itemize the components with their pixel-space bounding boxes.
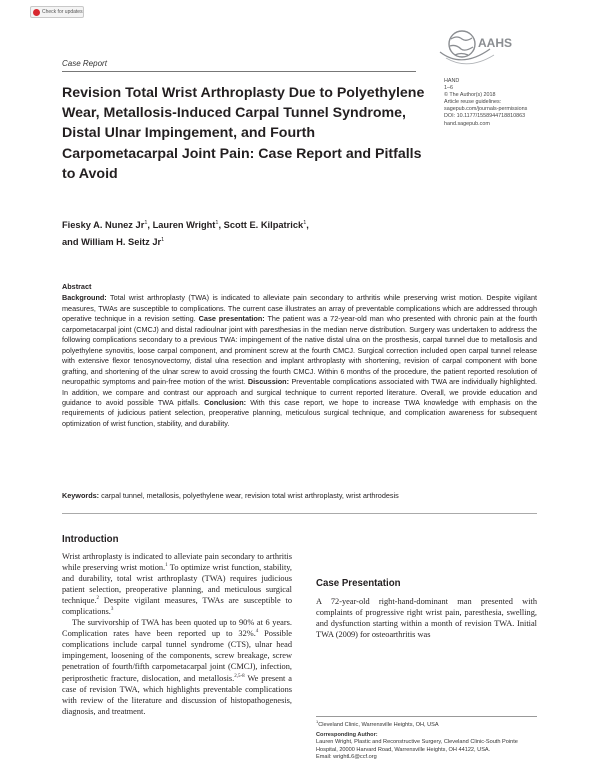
check-for-updates-badge[interactable] (30, 6, 84, 18)
author-affiliation: 1 (161, 237, 165, 244)
doi[interactable]: DOI: 10.1177/1558944718810863 (444, 113, 526, 120)
left-column (62, 533, 292, 717)
article-title: Revision Total Wrist Arthroplasty Due to Polyethylene Wear, Metallosis-Induced Carpal Tunnel Syndrome, Distal Ulnar Impingement, and Fourth Carpometacarpal Joint Pain: Case Report and Pitfalls to Avoid (62, 85, 425, 182)
corresponding-author (316, 732, 537, 761)
citation-ref[interactable]: 1 (165, 563, 168, 569)
journal-meta (444, 78, 574, 128)
abstract (62, 282, 537, 429)
right-column (316, 577, 537, 640)
abstract-case-label: Case presentation: (198, 314, 265, 324)
affiliation-footnote: $^1$Cleveland Clinic, Warrensville Heights, OH, USA (316, 719, 439, 728)
abstract-background-label: Background: (62, 293, 107, 303)
journal-site[interactable]: hand.sagepub.com (444, 120, 490, 127)
author-affiliation: 1 (303, 220, 307, 226)
copyright: © The Author(s) 2018 (444, 92, 496, 99)
case-paragraph-1: A 72-year-old right-hand-dominant man presented with complaints of progressive right wrist pain, paresthesia, swelling, and dysfunction starting within a month of revision TWA. Initial TWA (2009) for osteoarthritis was (316, 597, 537, 640)
abstract-background: Total wrist arthroplasty (TWA) is indicated to alleviate pain secondary to arthritis while preserving wrist motion. Despite vigilant measures, TWAs are susceptible to complications. The current case illustrates an array of preventable complications which are addressed through operative technique in a revision setting. (62, 293, 537, 324)
author-affiliation: 1 (144, 220, 148, 226)
intro-paragraph-2: The survivorship of TWA has been quoted up to 90% at 6 years. Complication rates have been reported up to 32%.$^4$ Possible complications include carpal tunnel syndrome (CTS), ulnar head impingement, loosening of the components, screw breakage, screw penetration of fourth/fifth carpometacarpal joint (CMCJ), infection, periprosthetic fracture, dislocation, and metallosis.$^{2,5-8}$ We present a case of revision TWA, which highlights preventable complications with review of the literature and discussion of histopathogenesis, diagnosis, and treatment. (62, 618, 292, 716)
globe-logo-icon (432, 25, 532, 71)
abstract-discussion-label: Discussion: (247, 377, 290, 387)
author-name[interactable]: Fiesky A. Nunez Jr (62, 220, 145, 231)
keywords (62, 491, 537, 501)
check-updates-label: Check for updates (42, 9, 83, 15)
intro-paragraph-1: Wrist arthroplasty is indicated to alleviate pain secondary to arthritis while preserving wrist motion.$^1$ To optimize wrist function, stability, and durability, total wrist arthroplasty (TWA) requires judicious patient selection, preoperative planning, and meticulous surgical technique.$^2$ Despite vigilant measures, TWAs are susceptible to complications.$^3$ (62, 552, 292, 617)
author-affiliation: 1 (215, 220, 219, 226)
header-divider (62, 71, 416, 72)
footnotes (316, 718, 537, 761)
logo-text: AAHS (478, 36, 513, 50)
footnote-divider (316, 716, 537, 717)
abstract-case: The patient was a 72-year-old man who presented with chronic pain at the fourth carpometacarpal joint (CMCJ) and distal radioulnar joint with paresthesias in the median nerve distribution. Surgery was undertaken to address the following complications secondary to a previous TWA: impingement of the native distal ulna on the prosthesis, carpal tunnel due to metallosis and polyethylene synovitis, loose carpal component, and prominent screw at the fourth CMCJ. Surgical correction included open carpal tunnel release with extensive flexor tenosynovectomy, distal ulna resection and implant arthroplasty with shortening, revision of carpal component with bone grafting, and shortening of the ulnar screw to avoid crossing the fourth CMCJ. Within 6 months of the procedure, the patient reported resolution of neuropathic symptoms and pain-free motion of the wrist. (62, 314, 538, 387)
author-name[interactable]: William H. Seitz Jr (81, 237, 162, 248)
corresponding-author-label: Corresponding Author: (316, 732, 378, 739)
author-list: Fiesky A. Nunez Jr$^1$, Lauren Wright$^1$, Scott E. Kilpatrick$^1$, and William H. Seitz Jr$^1$ (62, 220, 309, 248)
abstract-conclusion-label: Conclusion: (204, 397, 247, 407)
case-presentation-heading: Case Presentation (316, 578, 401, 589)
corresponding-author-address: Lauren Wright, Plastic and Reconstructive Surgery, Cleveland Clinic-South Pointe Hospital, 20000 Harvard Road, Warrensville Heights, OH 44122, USA. (316, 739, 518, 753)
journal-pages: 1–6 (444, 85, 453, 92)
corresponding-author-email[interactable]: Email: wrightL6@ccf.org (316, 754, 377, 761)
abstract-discussion: Preventable complications associated with TWA are individually highlighted. In addition, we compare and contrast our approach and surgical technique to current reported literature. Overall, we provide education and guidance to avoid possible TWA pitfalls. (62, 377, 537, 407)
reuse-label: Article reuse guidelines: (444, 99, 502, 106)
citation-ref[interactable]: 4 (255, 629, 259, 635)
article-type: Case Report (62, 59, 107, 68)
keywords-text: carpal tunnel, metallosis, polyethylene wear, revision total wrist arthroplasty, wrist arthrodesis (101, 491, 399, 500)
author-name[interactable]: Scott E. Kilpatrick (223, 220, 304, 231)
citation-ref[interactable]: 3 (110, 607, 114, 613)
keywords-label: Keywords: (62, 491, 100, 500)
citation-ref[interactable]: 2,5-8 (234, 673, 245, 679)
citation-ref[interactable]: 2 (96, 596, 100, 602)
abstract-body (62, 293, 537, 429)
journal-logo (432, 25, 532, 71)
intro-heading: Introduction (62, 534, 119, 545)
journal-name: HAND (444, 78, 460, 84)
abstract-heading: Abstract (62, 282, 92, 291)
permissions-link[interactable]: sagepub.com/journals-permissions (444, 106, 528, 113)
abstract-divider (62, 513, 537, 514)
check-updates-icon (33, 9, 40, 16)
author-name[interactable]: Lauren Wright (152, 220, 216, 231)
abstract-conclusion: With this case report, we hope to increase TWA knowledge with emphasis on the requirements of judicious patient selection, preoperative planning, meticulous surgical technique, and complication awareness for subsequent optimization of wrist function, stability, and durability. (62, 397, 538, 428)
